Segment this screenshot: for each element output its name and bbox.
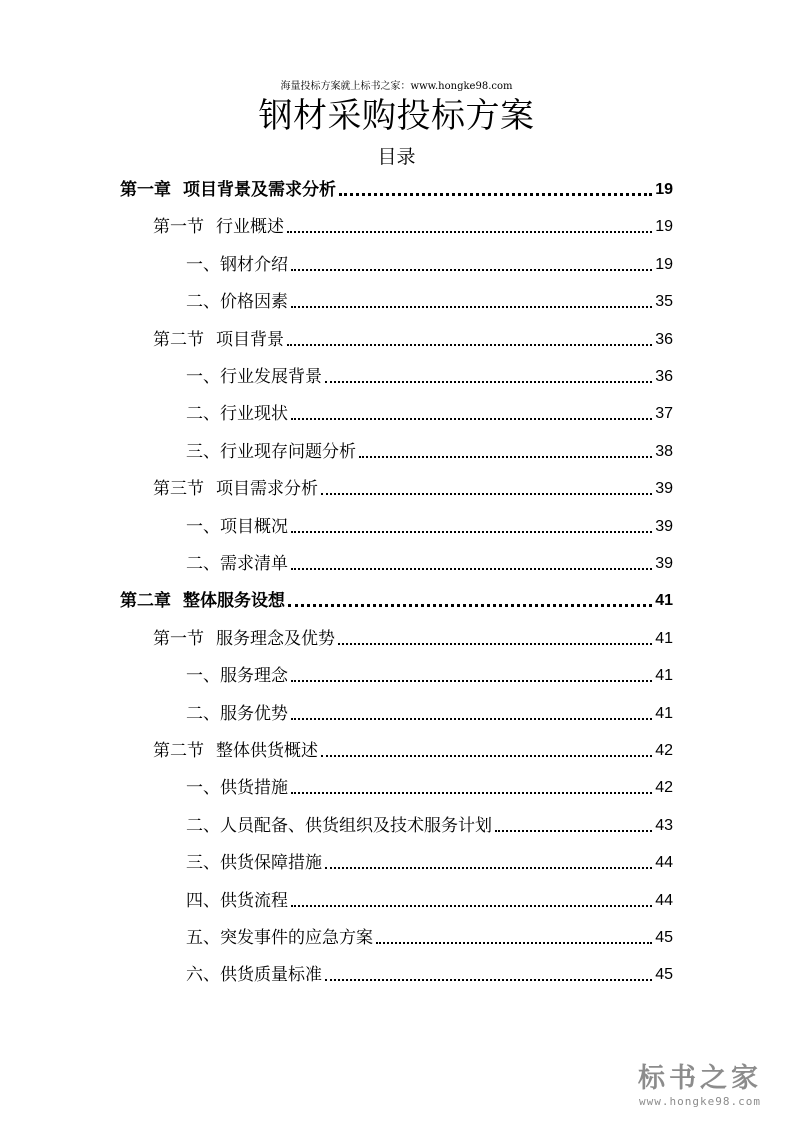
toc-page-number: 36 [655,330,673,348]
toc-entry-title: 项目概况 [220,516,288,537]
toc-entry-chapter[interactable] [120,175,673,205]
toc-entry-label [186,437,356,467]
toc-entry-title: 需求清单 [220,554,288,574]
toc-entry-number: 第二节 [153,329,204,350]
toc-entry-title: 整体供货概述 [216,741,318,761]
toc-entry-number: 四、 [186,890,220,911]
toc-entry-number: 二、 [186,554,220,574]
toc-entry-number: 二、 [186,703,220,724]
toc-entry-label [186,661,288,691]
toc-entry-title: 行业现存问题分析 [220,441,356,462]
toc-entry-label [186,886,288,916]
toc-entry-number: 二、 [186,404,220,425]
toc-dot-leader [321,493,652,495]
toc-dot-leader [291,680,652,682]
toc-entry-title: 行业发展背景 [220,367,322,387]
toc-entry-number: 第一章 [120,180,171,200]
toc-page-number: 39 [655,480,673,498]
toc-page-number: 39 [655,555,673,572]
toc-page-number: 43 [655,816,673,834]
toc-entry-label [153,325,284,355]
toc-entry-label [186,287,288,317]
toc-dot-leader [291,306,652,308]
toc-entry-label [186,549,288,579]
toc-entry-number: 五、 [186,928,220,948]
toc-entry-title: 价格因素 [220,292,288,313]
toc-page-number: 45 [655,966,673,984]
watermark-url: www.hongke98.com [639,1095,761,1108]
toc-entry-label [153,212,284,242]
toc-entry-number: 三、 [186,853,220,874]
toc-dot-leader [325,867,652,869]
toc-entry-section[interactable] [153,325,673,355]
toc-entry-title: 整体服务设想 [183,591,285,612]
toc-entry-item[interactable] [186,811,673,841]
toc-entry-section[interactable] [153,736,673,766]
toc-entry-section[interactable] [153,212,673,242]
toc-dot-leader [291,792,652,794]
toc-entry-item[interactable] [186,399,673,429]
toc-entry-label [153,474,318,504]
toc-entry-number: 第二章 [120,591,171,612]
toc-page-number: 41 [655,629,673,647]
toc-entry-section[interactable] [153,624,673,654]
toc-entry-label [153,736,318,766]
toc-entry-title: 钢材介绍 [220,254,288,275]
toc-entry-number: 第一节 [153,217,204,238]
toc-entry-item[interactable] [186,773,673,803]
toc-entry-title: 项目需求分析 [216,479,318,500]
toc-entry-title: 项目背景及需求分析 [183,180,336,200]
toc-dot-leader [495,830,652,832]
toc-entry-number: 第二节 [153,741,204,761]
toc-entry-label [186,960,322,990]
toc-page-number: 37 [655,405,673,423]
toc-entry-title: 行业现状 [220,404,288,425]
toc-entry-title: 供货保障措施 [220,853,322,874]
toc-entry-item[interactable] [186,549,673,579]
toc-entry-number: 一、 [186,516,220,537]
toc-entry-label [153,624,335,654]
toc-entry-title: 供货质量标准 [220,965,322,986]
toc-entry-label [186,699,288,729]
toc-page-number: 39 [655,517,673,535]
toc-entry-number: 二、 [186,292,220,313]
toc-entry-number: 一、 [186,254,220,275]
toc-entry-item[interactable] [186,960,673,990]
toc-entry-item[interactable] [186,699,673,729]
toc-dot-leader [321,755,652,757]
toc-entry-item[interactable] [186,250,673,280]
toc-page-number: 41 [655,704,673,722]
toc-entry-title: 人员配备、供货组织及技术服务计划 [220,815,492,836]
toc-dot-leader [287,231,652,233]
toc-dot-leader [376,942,652,944]
toc-page-number: 45 [655,929,673,946]
toc-entry-label [120,175,336,205]
toc-dot-leader [325,381,652,383]
toc-dot-leader [291,531,652,533]
toc-entry-item[interactable] [186,661,673,691]
toc-page-number: 42 [655,742,673,759]
toc-entry-number: 二、 [186,815,220,836]
toc-entry-label [186,250,288,280]
toc-entry-title: 服务理念 [220,666,288,687]
toc-entry-label [186,399,288,429]
toc-entry-label [186,923,373,953]
toc-dot-leader [287,344,652,346]
toc-entry-number: 一、 [186,367,220,387]
watermark-logo [625,1063,775,1108]
toc-page-number: 38 [655,442,673,460]
toc-dot-leader [291,568,652,570]
toc-entry-section[interactable] [153,474,673,504]
toc-entry-title: 项目背景 [216,329,284,350]
toc-entry-label [186,362,322,392]
toc-entry-title: 供货流程 [220,890,288,911]
toc-heading: 目录 [377,146,416,168]
toc-entry-title: 突发事件的应急方案 [220,928,373,948]
toc-entry-number: 第一节 [153,628,204,649]
toc-entry-label [186,848,322,878]
toc-entry-item[interactable] [186,362,673,392]
toc-page-number: 44 [655,854,673,872]
toc-entry-label [186,773,288,803]
header-note: 海量投标方案就上标书之家：www.hongke98.com [280,81,513,92]
toc-dot-leader [338,643,652,645]
toc-dot-leader [291,718,652,720]
toc-dot-leader [339,193,652,196]
toc-entry-label [186,512,288,542]
watermark-brand: 标书之家 [638,1063,762,1094]
document-title: 钢材采购投标方案 [258,96,535,136]
toc-entry-label [120,586,285,616]
toc-entry-label [186,811,492,841]
toc-entry-item[interactable] [186,923,673,953]
toc-entry-title: 供货措施 [220,778,288,799]
toc-entry-number: 三、 [186,441,220,462]
toc-entry-chapter[interactable] [120,586,673,616]
toc-dot-leader [291,418,652,420]
toc-dot-leader [359,456,652,458]
toc-entry-item[interactable] [186,287,673,317]
toc-dot-leader [288,604,652,607]
toc-page-number: 41 [655,667,673,685]
toc-page-number: 42 [655,779,673,797]
toc-entry-title: 服务理念及优势 [216,628,335,649]
toc-entry-title: 行业概述 [216,217,284,238]
toc-entry-number: 第三节 [153,479,204,500]
toc-entry-number: 一、 [186,778,220,799]
toc-page-number: 41 [655,592,673,610]
toc-page-number: 44 [655,891,673,909]
toc-page-number: 19 [655,218,673,236]
toc-entry-number: 一、 [186,666,220,687]
toc-entry-item[interactable] [186,886,673,916]
toc-entry-item[interactable] [186,512,673,542]
toc-page-number: 19 [655,181,673,198]
toc-page-number: 35 [655,293,673,311]
toc-dot-leader [325,979,652,981]
toc-entry-item[interactable] [186,848,673,878]
toc-dot-leader [291,905,652,907]
toc-page-number: 19 [655,255,673,273]
toc-dot-leader [291,269,652,271]
toc-entry-title: 服务优势 [220,703,288,724]
toc-page-number: 36 [655,368,673,385]
toc-entry-item[interactable] [186,437,673,467]
toc-entry-number: 六、 [186,965,220,986]
